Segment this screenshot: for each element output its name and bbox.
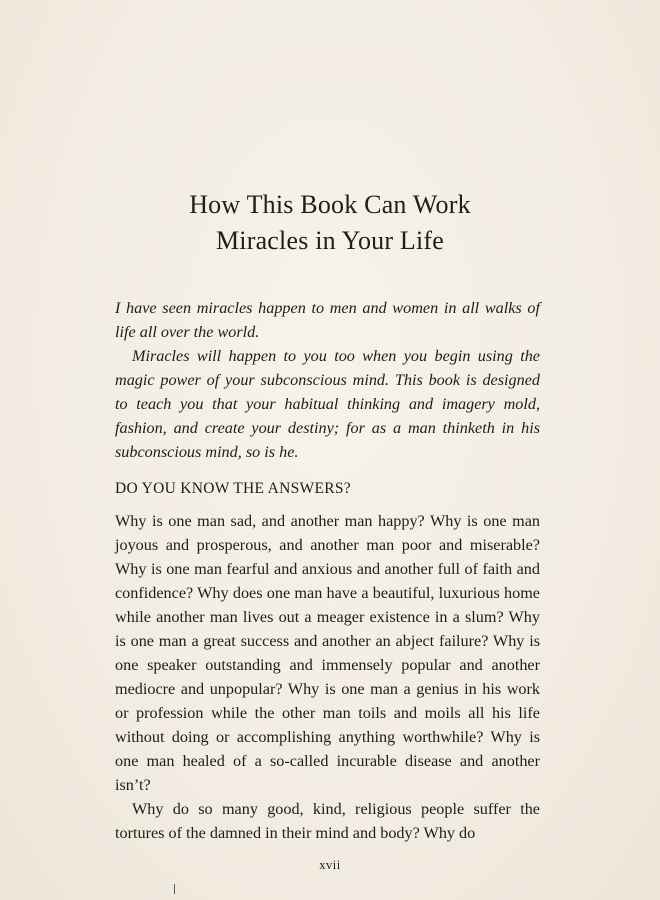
- page-number: xvii: [319, 858, 341, 872]
- body-paragraph: Why do so many good, kind, religious people suffer the tortures of the damned in their mind and body? Why do: [115, 800, 540, 842]
- body-text: [115, 509, 540, 845]
- scan-mark: [174, 884, 175, 894]
- chapter-title-line-2: Miracles in Your Life: [215, 226, 445, 256]
- section-heading: DO YOU KNOW THE ANSWERS?: [115, 480, 351, 497]
- intro-paragraph: Miracles will happen to you too when you begin using the magic power of your subconscious mind. This book is designed to teach you that your habitual thinking and imagery mold, fashion, and create your destiny; for as a man thinketh in his subconscious mind, so is he.: [115, 347, 540, 461]
- intro-paragraph: I have seen miracles happen to men and women in all walks of life all over the world.: [115, 299, 540, 341]
- intro-text: [115, 296, 540, 464]
- body-paragraph: Why is one man sad, and another man happy? Why is one man joyous and prosperous, and another man poor and miserable? Why is one man fearful and anxious and another full of faith and confidence? Why does one man have a beautiful, luxurious home while another man lives out a meager existence in a slum? Why is one man a great success and another an abject failure? Why is one speaker outstanding and immensely popular and another mediocre and unpopular? Why is one man a genius in his work or profession while the other man toils and moils all his life without doing or accomplishing anything worthwhile? Why is one man healed of a so-called incurable disease and another isn’t?: [115, 512, 540, 794]
- chapter-title-line-1: How This Book Can Work: [189, 190, 471, 220]
